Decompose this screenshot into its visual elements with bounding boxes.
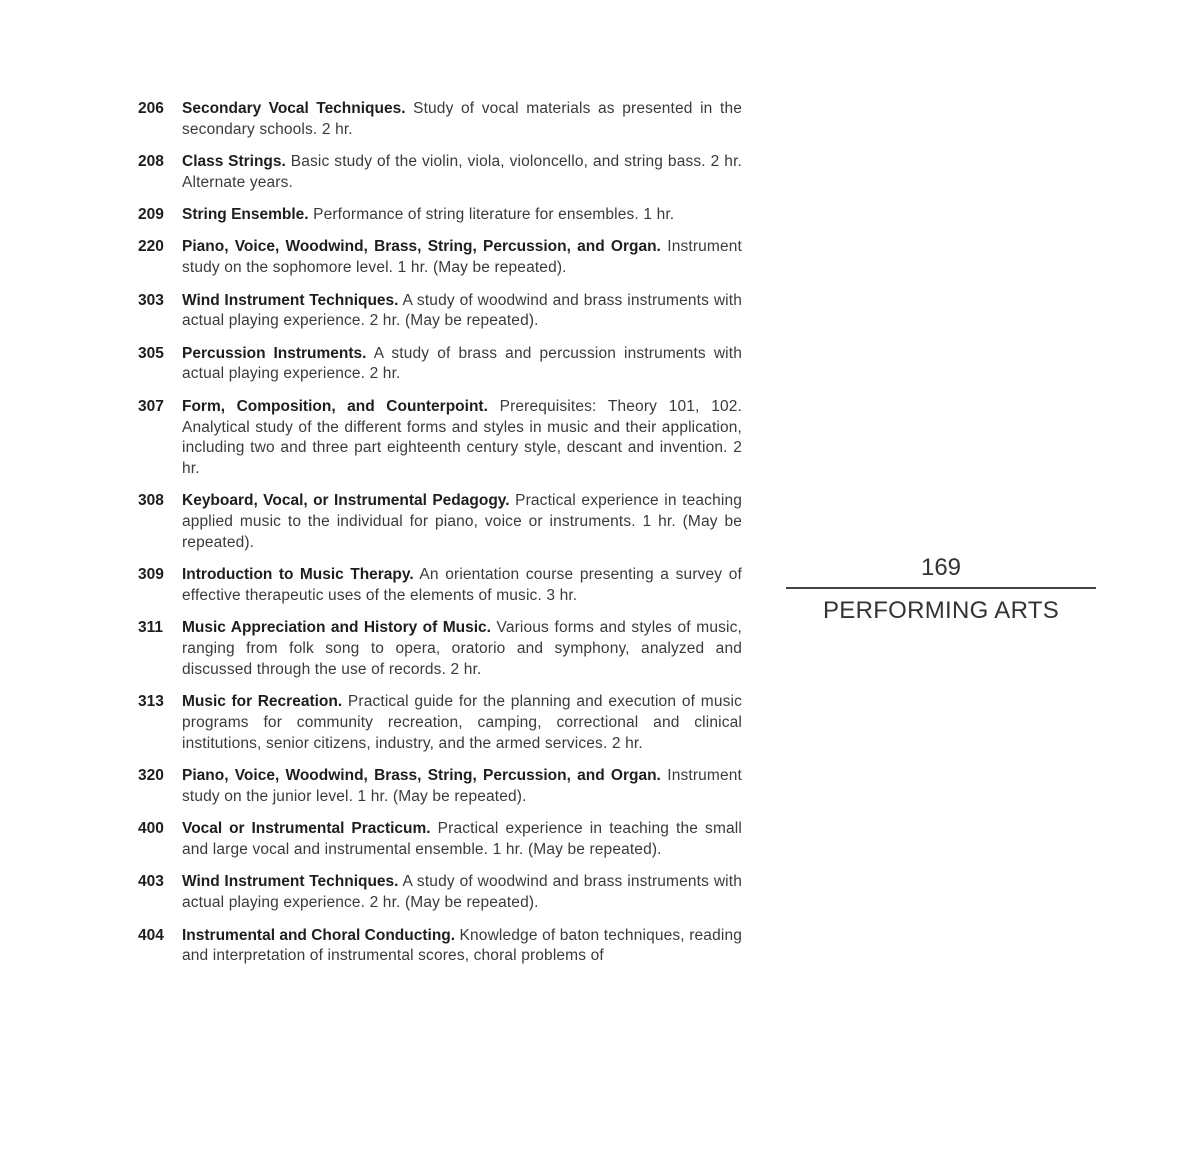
course-number: 404	[138, 926, 164, 944]
course-number: 320	[138, 767, 164, 785]
course-number: 307	[138, 397, 164, 415]
course-entry	[132, 152, 742, 194]
course-title: Piano, Voice, Woodwind, Brass, String, Percussion, and Organ.	[182, 767, 661, 785]
course-title: Form, Composition, and Counterpoint.	[182, 397, 488, 415]
course-description: Various forms and styles of music, ranging from folk song to opera, oratorio and symphony, analyzed and discussed through the use of records. 2 hr.	[182, 619, 742, 679]
course-number: 311	[138, 619, 164, 637]
course-description: Practical experience in teaching the small and large vocal and instrumental ensemble. 1 hr. (May be repeated).	[182, 820, 742, 859]
course-title: Instrumental and Choral Conducting.	[182, 926, 456, 944]
course-entry	[132, 99, 742, 141]
course-title: Keyboard, Vocal, or Instrumental Pedagogy.	[182, 492, 510, 510]
course-description: Practical guide for the planning and execution of music programs for community recreation, camping, correctional and clinical institutions, senior citizens, industry, and the armed services. 2 hr.	[182, 693, 742, 752]
course-number: 400	[138, 820, 164, 838]
course-description: A study of brass and percussion instruments with actual playing experience. 2 hr.	[182, 344, 743, 383]
course-description: Prerequisites: Theory 101, 102. Analytical study of the different forms and styles in music and their application, including two and three part eighteenth century style, descant and invention. 2 hr.	[182, 397, 742, 478]
course-number: 309	[138, 566, 164, 584]
course-entry	[132, 618, 742, 680]
course-entry	[132, 819, 742, 861]
course-description: Practical experience in teaching applied music to the individual for piano, voice or instruments. 1 hr. (May be repeated).	[182, 492, 742, 552]
course-entry	[132, 291, 742, 333]
course-title: Vocal or Instrumental Practicum.	[182, 820, 431, 838]
course-number: 305	[138, 344, 164, 362]
course-entry	[132, 926, 742, 968]
course-number: 206	[138, 100, 164, 117]
page-sidebar	[786, 554, 1096, 625]
course-entry	[132, 205, 742, 226]
course-number: 313	[138, 693, 164, 711]
course-description: Basic study of the violin, viola, violoncello, and string bass. 2 hr. Alternate years.	[182, 153, 742, 191]
course-title: String Ensemble.	[182, 206, 309, 224]
course-entry	[132, 344, 742, 386]
course-entry	[132, 565, 742, 607]
course-title: Wind Instrument Techniques.	[182, 291, 399, 309]
course-description: Knowledge of baton techniques, reading and interpretation of instrumental scores, choral problems of	[182, 926, 742, 965]
course-title: Class Strings.	[182, 153, 286, 171]
course-entry	[132, 692, 742, 754]
course-description: Instrument study on the sophomore level. 1 hr. (May be repeated).	[182, 238, 742, 277]
course-description: A study of woodwind and brass instruments with actual playing experience. 2 hr. (May be repeated).	[182, 873, 742, 912]
course-number: 303	[138, 291, 164, 309]
course-entry	[132, 872, 742, 914]
course-description: An orientation course presenting a survey of effective therapeutic uses of the elements of music. 3 hr.	[182, 566, 742, 605]
course-list	[132, 99, 742, 979]
course-title: Percussion Instruments.	[182, 344, 367, 362]
course-number: 209	[138, 206, 164, 224]
course-number: 308	[138, 492, 164, 510]
course-entry	[132, 491, 742, 553]
course-title: Piano, Voice, Woodwind, Brass, String, Percussion, and Organ.	[182, 238, 661, 256]
course-title: Secondary Vocal Techniques.	[182, 100, 406, 117]
course-title: Wind Instrument Techniques.	[182, 873, 399, 891]
course-number: 220	[138, 238, 164, 256]
course-title: Introduction to Music Therapy.	[182, 566, 414, 584]
course-title: Music for Recreation.	[182, 693, 343, 711]
course-description: Study of vocal materials as presented in the secondary schools. 2 hr.	[182, 100, 742, 138]
course-number: 403	[138, 873, 164, 891]
course-title: Music Appreciation and History of Music.	[182, 619, 491, 637]
course-description: Performance of string literature for ensembles. 1 hr.	[313, 206, 675, 224]
divider-rule	[786, 587, 1096, 589]
section-title: PERFORMING ARTS	[822, 597, 1060, 624]
page-number: 169	[920, 554, 962, 581]
course-description: A study of woodwind and brass instruments with actual playing experience. 2 hr. (May be repeated).	[182, 291, 742, 330]
course-number: 208	[138, 153, 164, 171]
course-entry	[132, 397, 742, 480]
course-entry	[132, 237, 742, 279]
course-description: Instrument study on the junior level. 1 hr. (May be repeated).	[182, 767, 742, 806]
course-entry	[132, 766, 742, 808]
